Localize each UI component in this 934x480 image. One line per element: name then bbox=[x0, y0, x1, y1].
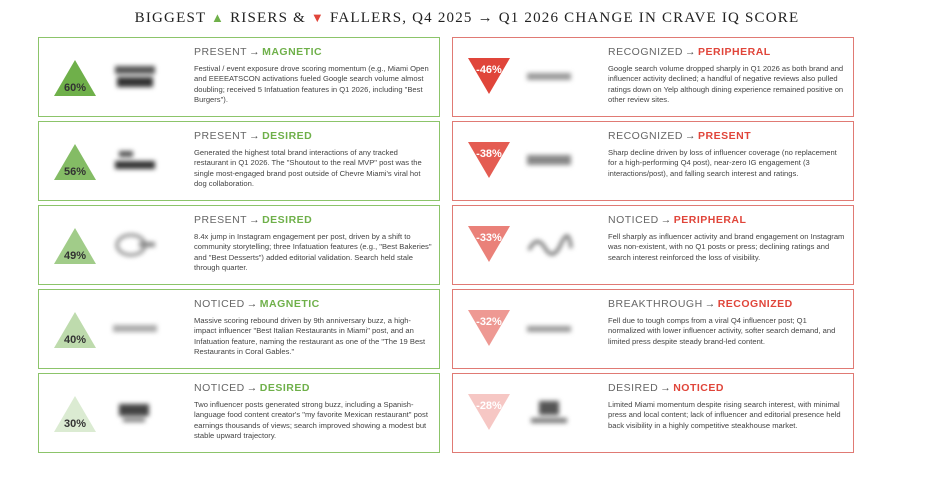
faller-card bbox=[452, 205, 854, 285]
faller-triangle-icon: ▼ bbox=[310, 10, 325, 25]
tier-change: PRESENT → DESIRED bbox=[194, 214, 313, 226]
card-description: Sharp decline driven by loss of influencer coverage (no replacement for a high-performing Q4 post), near-zero IG engagement (3 interactions/post), and falling search interest and ratings. bbox=[608, 148, 837, 178]
restaurant-logo bbox=[525, 146, 573, 176]
tier-change: PRESENT → MAGNETIC bbox=[194, 46, 323, 58]
restaurant-logo bbox=[111, 146, 159, 176]
card-description: Fell due to tough comps from a viral Q4 influencer post; Q1 normalized with lower influencer activity, softer search demand, and limited press despite steady brand-led content. bbox=[608, 316, 836, 346]
card-description: Generated the highest total brand interactions of any tracked restaurant in Q1 2026. The "Shoutout to the real MVP" post was the single most-engaged brand post outside of Chevre Miami's viral hot dog collaboration. bbox=[194, 148, 422, 189]
restaurant-logo bbox=[111, 62, 159, 92]
tier-change: PRESENT → DESIRED bbox=[194, 130, 313, 142]
faller-card bbox=[452, 121, 854, 201]
riser-card bbox=[38, 37, 440, 117]
page-title: BIGGEST ▲ RISERS & ▼ FALLERS, Q4 2025 → Q1 2026 CHANGE IN CRAVE IQ SCORE bbox=[134, 10, 800, 26]
restaurant-logo bbox=[525, 398, 573, 428]
change-percent: 40% bbox=[63, 334, 87, 346]
tier-change: RECOGNIZED → PERIPHERAL bbox=[608, 46, 771, 58]
change-percent: -33% bbox=[476, 232, 502, 244]
change-percent: 60% bbox=[63, 82, 87, 94]
riser-card bbox=[38, 373, 440, 453]
card-description: Two influencer posts generated strong buzz, including a Spanish-language food content creator's "my favorite Mexican restaurant" post earnings thousands of views; search improved showing a modest but stable upward trajectory. bbox=[194, 400, 428, 441]
change-percent: 30% bbox=[63, 418, 87, 430]
tier-change: NOTICED → PERIPHERAL bbox=[608, 214, 747, 226]
restaurant-logo bbox=[111, 230, 159, 260]
change-percent: -38% bbox=[476, 148, 502, 160]
restaurant-logo bbox=[525, 62, 573, 92]
card-description: 8.4x jump in Instagram engagement per post, driven by a shift to community storytelling; three Infatuation features (e.g., "Best Bakeries" and "Best Desserts") added editorial validation. Search held stale through quarter. bbox=[194, 232, 432, 273]
change-percent: 49% bbox=[63, 250, 87, 262]
tier-change: RECOGNIZED → PRESENT bbox=[608, 130, 752, 142]
card-description: Massive scoring rebound driven by 9th anniversary buzz, a high-impact influencer "Best Italian Restaurants in Miami" post, and an Infatuation feature, naming the restaurant as one of the "The 19 Best Restaurants in Coral Gables." bbox=[194, 316, 426, 357]
riser-card bbox=[38, 205, 440, 285]
fallers-column bbox=[452, 37, 854, 457]
riser-card bbox=[38, 289, 440, 369]
card-description: Google search volume dropped sharply in Q1 2026 as both brand and influencer activity declined; a handful of negative reviews also pulled ratings down on Yelp although dining experience remained positive on other review sites. bbox=[608, 64, 844, 105]
card-description: Limited Miami momentum despite rising search interest, with minimal press and local content; lack of influencer and editorial presence held back visibility in a highly competitive steakhouse market. bbox=[608, 400, 841, 430]
tier-change: BREAKTHROUGH → RECOGNIZED bbox=[608, 298, 793, 310]
change-percent: -32% bbox=[476, 316, 502, 328]
restaurant-logo bbox=[111, 314, 159, 344]
riser-card bbox=[38, 121, 440, 201]
faller-card bbox=[452, 37, 854, 117]
restaurant-logo bbox=[525, 230, 573, 260]
tier-change: DESIRED → NOTICED bbox=[608, 382, 724, 394]
tier-change: NOTICED → MAGNETIC bbox=[194, 298, 320, 310]
riser-triangle-icon: ▲ bbox=[211, 10, 226, 25]
restaurant-logo bbox=[525, 314, 573, 344]
change-percent: 56% bbox=[63, 166, 87, 178]
change-percent: -46% bbox=[476, 64, 502, 76]
restaurant-logo bbox=[111, 398, 159, 428]
change-percent: -28% bbox=[476, 400, 502, 412]
faller-card bbox=[452, 289, 854, 369]
risers-column bbox=[38, 37, 440, 457]
tier-change: NOTICED → DESIRED bbox=[194, 382, 310, 394]
faller-card bbox=[452, 373, 854, 453]
card-description: Fell sharply as influencer activity and brand engagement on Instagram was non-existent, with no Q1 posts or press; declining ratings and search interest reinforced the loss of visibility. bbox=[608, 232, 845, 262]
card-description: Festival / event exposure drove scoring momentum (e.g., Miami Open and EEEEATSCON activations fueled Google search volume almost doubling; received 5 Infatuation features in Q1 2026, including "Best Burgers"). bbox=[194, 64, 429, 105]
